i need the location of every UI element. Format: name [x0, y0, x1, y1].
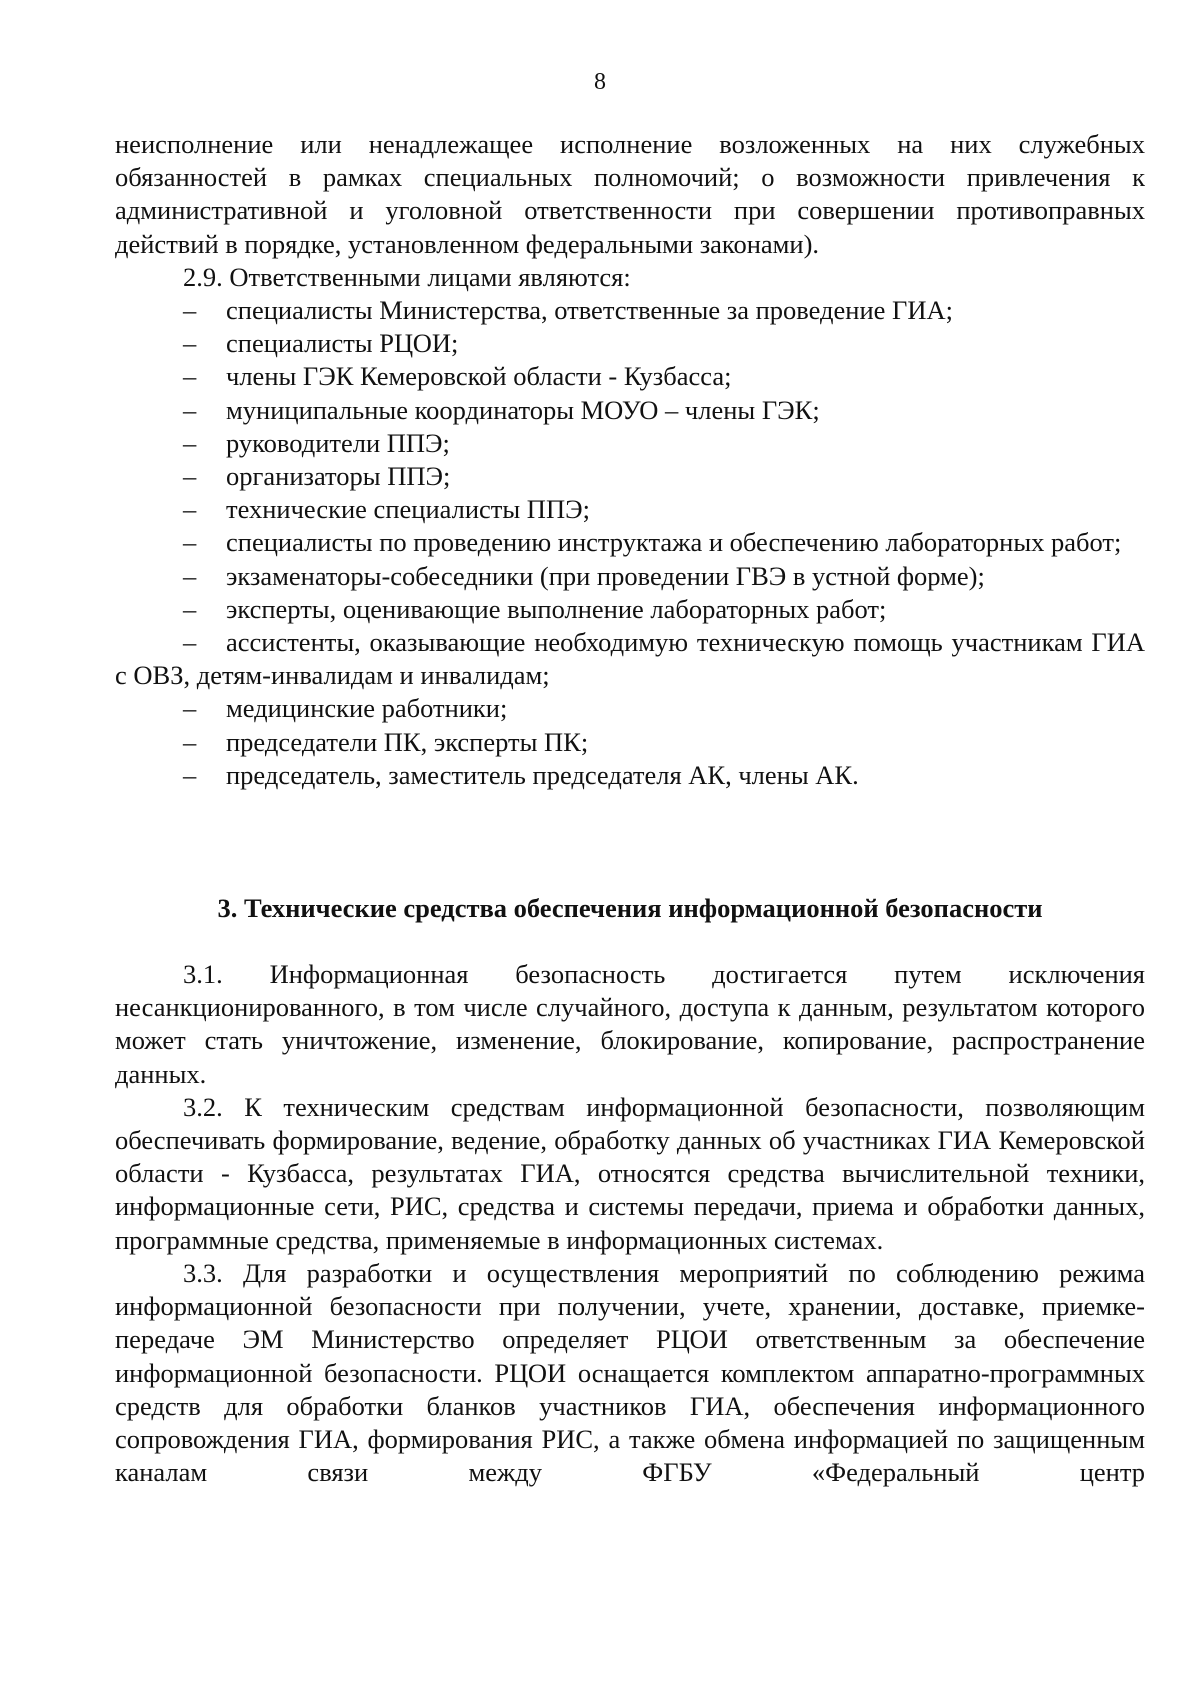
list-item-text: ассистенты, оказывающие необходимую техническую помощь участникам ГИА с ОВЗ, детям-инвалидам и инвалидам;: [115, 627, 1145, 691]
list-item: [115, 626, 1145, 692]
dash-marker: –: [183, 295, 197, 326]
list-item: [115, 427, 1145, 460]
dash-marker: –: [183, 361, 197, 392]
list-item: [115, 726, 1145, 759]
list-item-text: медицинские работники;: [226, 693, 508, 724]
dash-marker: –: [183, 527, 197, 558]
dash-marker: –: [183, 560, 197, 591]
dash-marker: –: [183, 328, 197, 359]
dash-marker: –: [183, 693, 197, 724]
list-item: [115, 759, 1145, 792]
paragraph-3-1: 3.1. Информационная безопасность достигается путем исключения несанкционированного, в том числе случайного, доступа к данным, результатом которого может стать уничтожение, изменение, блокирование, копирование, распространение данных.: [115, 959, 1145, 1089]
list-item-text: специалисты РЦОИ;: [226, 328, 459, 359]
heading-spacer: [115, 925, 1145, 958]
list-item: [115, 327, 1145, 360]
paragraph-3-3: 3.3. Для разработки и осуществления мероприятий по соблюдению режима информационной безопасности при получении, учете, хранении, доставке, приемке-передаче ЭМ Министерство определяет РЦОИ ответственным за обеспечение информационной безопасности. РЦОИ оснащается комплектом аппаратно-программных средств для обработки бланков участников ГИА, обеспечения информационного сопровождения ГИА, формирования РИС, а также обмена информацией по защищенным каналам связи между ФГБУ «Федеральный центр: [115, 1257, 1145, 1488]
dash-marker: –: [183, 494, 197, 525]
list-item: [115, 692, 1145, 725]
list-item: [115, 526, 1145, 559]
list-item-text: председатели ПК, эксперты ПК;: [226, 726, 589, 757]
list-item-text: экзаменаторы-собеседники (при проведении ГВЭ в устной форме);: [226, 560, 985, 591]
list-item-text: председатель, заместитель председателя АК, члены АК.: [226, 759, 859, 790]
section-3-heading: 3. Технические средства обеспечения информационной безопасности: [217, 893, 1043, 924]
list-item: [115, 560, 1145, 593]
list-item-text: муниципальные координаторы МОУО – члены ГЭК;: [226, 394, 820, 425]
list-item: [115, 360, 1145, 393]
document-body: [115, 128, 1145, 1489]
dash-marker: –: [183, 394, 197, 425]
dash-marker: –: [183, 759, 197, 790]
clause-2-9-lead: 2.9. Ответственными лицами являются:: [183, 261, 631, 292]
page-number: 8: [594, 69, 606, 95]
dash-marker: –: [183, 593, 197, 624]
intro-continuation-paragraph: неисполнение или ненадлежащее исполнение возложенных на них служебных обязанностей в рамках специальных полномочий; о возможности привлечения к административной и уголовной ответственности при совершении противоправных действий в порядке, установленном федеральными законами).: [115, 129, 1145, 259]
list-item-text: организаторы ППЭ;: [226, 461, 451, 492]
list-item: [115, 394, 1145, 427]
dash-marker: –: [183, 427, 197, 458]
list-item-text: технические специалисты ППЭ;: [226, 494, 590, 525]
list-item-text: руководители ППЭ;: [226, 427, 450, 458]
list-item-text: члены ГЭК Кемеровской области - Кузбасса;: [226, 361, 732, 392]
list-item: [115, 493, 1145, 526]
list-item-text: специалисты по проведению инструктажа и обеспечению лабораторных работ;: [226, 527, 1122, 558]
list-item-text: эксперты, оценивающие выполнение лабораторных работ;: [226, 593, 887, 624]
list-item: [115, 460, 1145, 493]
responsible-persons-list: [115, 294, 1145, 792]
list-item: [115, 294, 1145, 327]
dash-marker: –: [183, 726, 197, 757]
paragraph-3-2: 3.2. К техническим средствам информационной безопасности, позволяющим обеспечивать формирование, ведение, обработку данных об участниках ГИА Кемеровской области - Кузбасса, результатах ГИА, относятся средства вычислительной техники, информационные сети, РИС, средства и системы передачи, приема и обработки данных, программные средства, применяемые в информационных системах.: [115, 1091, 1145, 1255]
section-spacer: [115, 792, 1145, 892]
list-item: [115, 593, 1145, 626]
dash-marker: –: [183, 461, 197, 492]
list-item-text: специалисты Министерства, ответственные за проведение ГИА;: [226, 295, 954, 326]
dash-marker: –: [183, 627, 197, 658]
